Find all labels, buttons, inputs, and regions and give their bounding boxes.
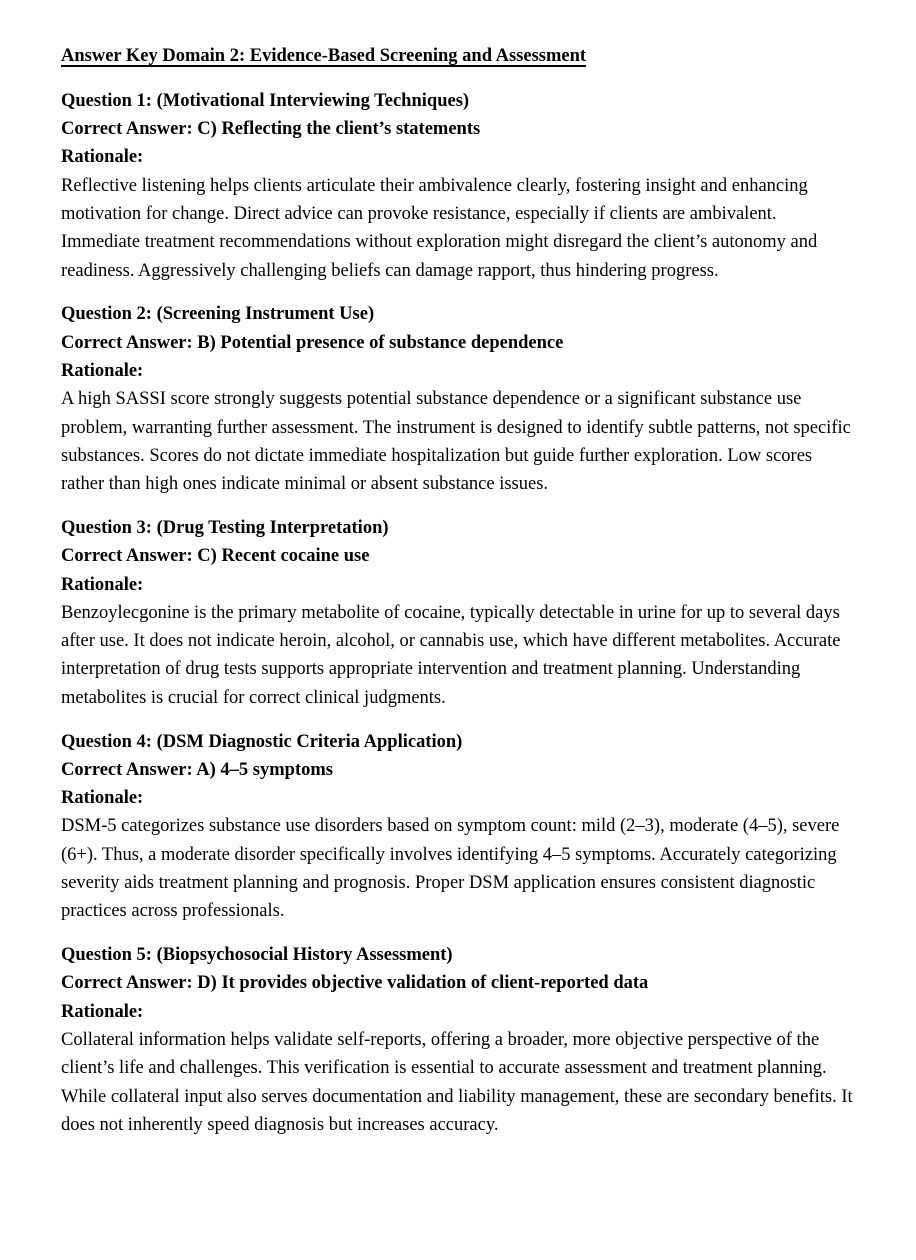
document-title: Answer Key Domain 2: Evidence-Based Screening and Assessment xyxy=(61,46,587,66)
question-1-correct-answer: Correct Answer: C) Reflecting the client’s statements xyxy=(61,119,481,140)
question-block-2 xyxy=(61,300,858,498)
question-4-heading: Question 4: (DSM Diagnostic Criteria Application) xyxy=(61,731,463,752)
question-4-rationale-label: Rationale: xyxy=(61,788,144,809)
question-3-correct-answer: Correct Answer: C) Recent cocaine use xyxy=(61,546,370,567)
question-block-3 xyxy=(61,514,858,712)
question-5-heading: Question 5: (Biopsychosocial History Assessment) xyxy=(61,945,453,966)
question-4-correct-answer: Correct Answer: A) 4–5 symptoms xyxy=(61,759,333,780)
question-5-correct-answer: Correct Answer: D) It provides objective validation of client-reported data xyxy=(61,973,649,994)
question-1-heading: Question 1: (Motivational Interviewing Techniques) xyxy=(61,90,470,111)
question-3-rationale-text: Benzoylecgonine is the primary metabolite of cocaine, typically detectable in urine for up to several days after use. It does not indicate heroin, alcohol, or cannabis use, which have different metabolites. Accurate interpretation of drug tests supports appropriate intervention and treatment planning. Understanding metabolites is crucial for correct clinical judgments. xyxy=(61,602,841,708)
question-5-rationale-text: Collateral information helps validate self-reports, offering a broader, more objective perspective of the client’s life and challenges. This verification is essential to accurate assessment and treatment planning. While collateral input also serves documentation and liability management, these are secondary benefits. It does not inherently speed diagnosis but increases accuracy. xyxy=(61,1030,853,1135)
question-4-rationale-text: DSM-5 categorizes substance use disorders based on symptom count: mild (2–3), moderate (4–5), severe (6+). Thus, a moderate disorder specifically involves identifying 4–5 symptoms. Accurately categorizing severity aids treatment planning and prognosis. Proper DSM application ensures consistent diagnostic practices across professionals. xyxy=(61,816,840,922)
question-block-1 xyxy=(61,87,858,285)
question-3-rationale-label: Rationale: xyxy=(61,574,144,595)
question-2-rationale-text: A high SASSI score strongly suggests potential substance dependence or a significant substance use problem, warranting further assessment. The instrument is designed to identify subtle patterns, not specific substances. Scores do not dictate immediate hospitalization but guide further exploration. Low scores rather than high ones indicate minimal or absent substance issues. xyxy=(61,389,851,495)
question-5-rationale-label: Rationale: xyxy=(61,1001,144,1022)
question-2-rationale-label: Rationale: xyxy=(61,360,144,381)
question-block-5 xyxy=(61,941,858,1139)
question-1-rationale-label: Rationale: xyxy=(61,147,144,168)
question-2-correct-answer: Correct Answer: B) Potential presence of substance dependence xyxy=(61,332,564,353)
question-1-rationale-text: Reflective listening helps clients articulate their ambivalence clearly, fostering insight and enhancing motivation for change. Direct advice can provoke resistance, especially if clients are ambivalent. Immediate treatment recommendations without exploration might disregard the client’s autonomy and readiness. Aggressively challenging beliefs can damage rapport, thus hindering progress. xyxy=(61,175,818,281)
question-2-heading: Question 2: (Screening Instrument Use) xyxy=(61,304,375,325)
question-3-heading: Question 3: (Drug Testing Interpretation) xyxy=(61,517,389,538)
question-block-4 xyxy=(61,728,858,926)
